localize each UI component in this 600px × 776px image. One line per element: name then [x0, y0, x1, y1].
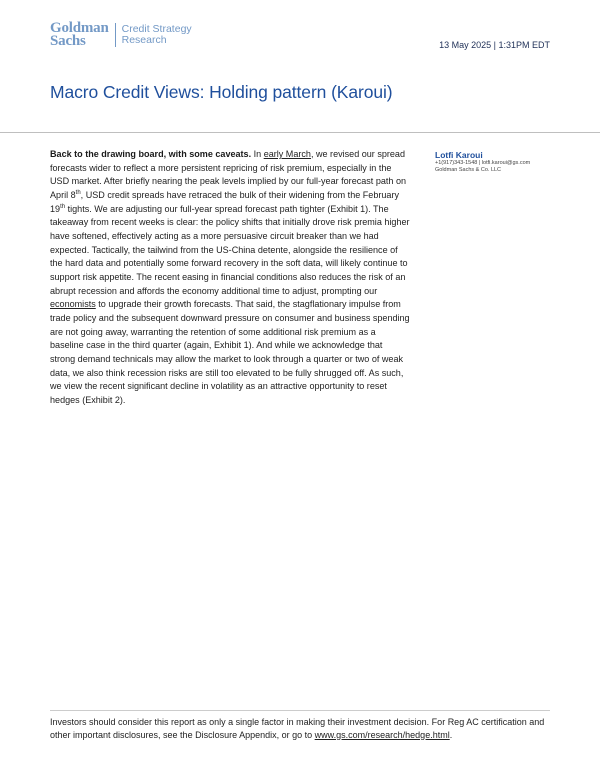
body-text-3: , USD credit spreads have retraced the bulk of their widening from the February 19 — [50, 189, 399, 214]
disclosure-link[interactable]: www.gs.com/research/hedge.html — [314, 729, 450, 740]
header-divider — [0, 132, 600, 133]
publication-date: 13 May 2025 | 1:31PM EDT — [439, 40, 550, 50]
body-text-5: to upgrade their growth forecasts. That said, the stagflationary impulse from trade policy and the subsequent downward pressure on consumer and business spending are not going away, warranting the retention of some additional risk premium as a baseline case in the third quarter (again, Exhibit 1). And while we acknowledge that strong demand technicals may allow the market to look through a quarter or two of weak data, we also think recession risks are still too elevated to be fully shrugged off. As such, we view the recent significant decline in volatility as an attractive opportunity to reset hedges (Exhibit 2). — [50, 299, 410, 405]
author-organization: Goldman Sachs & Co. LLC — [435, 167, 502, 173]
logo-divider — [115, 23, 116, 47]
logo-line-1: Goldman — [50, 20, 109, 36]
research-unit-label — [122, 24, 192, 46]
report-title: Macro Credit Views: Holding pattern (Karoui) — [50, 82, 393, 102]
footer-text: Investors should consider this report as only a single factor in making their investment decision. For Reg AC certification and other important disclosures, see the Disclosure Appendix, or go to — [50, 717, 545, 740]
early-march-link[interactable]: early March — [263, 149, 311, 159]
logo-wordmark — [50, 22, 109, 48]
unit-line-1: Credit Strategy — [121, 23, 192, 35]
goldman-sachs-logo[interactable] — [50, 22, 192, 48]
footer-divider — [50, 710, 550, 711]
ordinal-suffix-2: th — [60, 203, 66, 210]
economists-link[interactable]: economists — [50, 299, 96, 310]
page-header — [50, 22, 550, 52]
author-contact[interactable]: +1(917)343-1548 | lotfi.karoui@gs.com — [435, 160, 531, 166]
author-name[interactable]: Lotfi Karoui — [435, 150, 483, 160]
disclosure-footer — [50, 716, 550, 741]
unit-line-2: Research — [121, 34, 167, 46]
ordinal-suffix-1: th — [75, 189, 81, 196]
body-text-4: tights. We are adjusting our full-year spread forecast path tighter (Exhibit 1). The takeaway from recent weeks is clear: the policy shifts that initially drove risk premia higher have softened, effectively acting as a more persuasive circuit breaker than we had expected. Tactically, the tailwind from the US-China detente, alongside the resilience of the hard data and potentially some forward recovery in the soft data, will likely continue to support risk appetite. The recent easing in financial conditions also reduces the risk of an abrupt recession and affords the economy additional time to adjust, prompting our — [50, 203, 410, 296]
lead-sentence: Back to the drawing board, with some caveats. — [50, 149, 252, 159]
logo-line-2: Sachs — [50, 33, 86, 49]
report-body-paragraph — [50, 148, 410, 407]
footer-end: . — [449, 729, 453, 740]
author-block — [435, 150, 565, 174]
body-text-2: , we revised our spread forecasts wider to reflect a more persistent repricing of risk premium, especially in the USD market. After briefly nearing the peak levels implied by our full-year forecast path on April 8 — [50, 149, 407, 200]
body-text-1: In — [251, 149, 264, 159]
